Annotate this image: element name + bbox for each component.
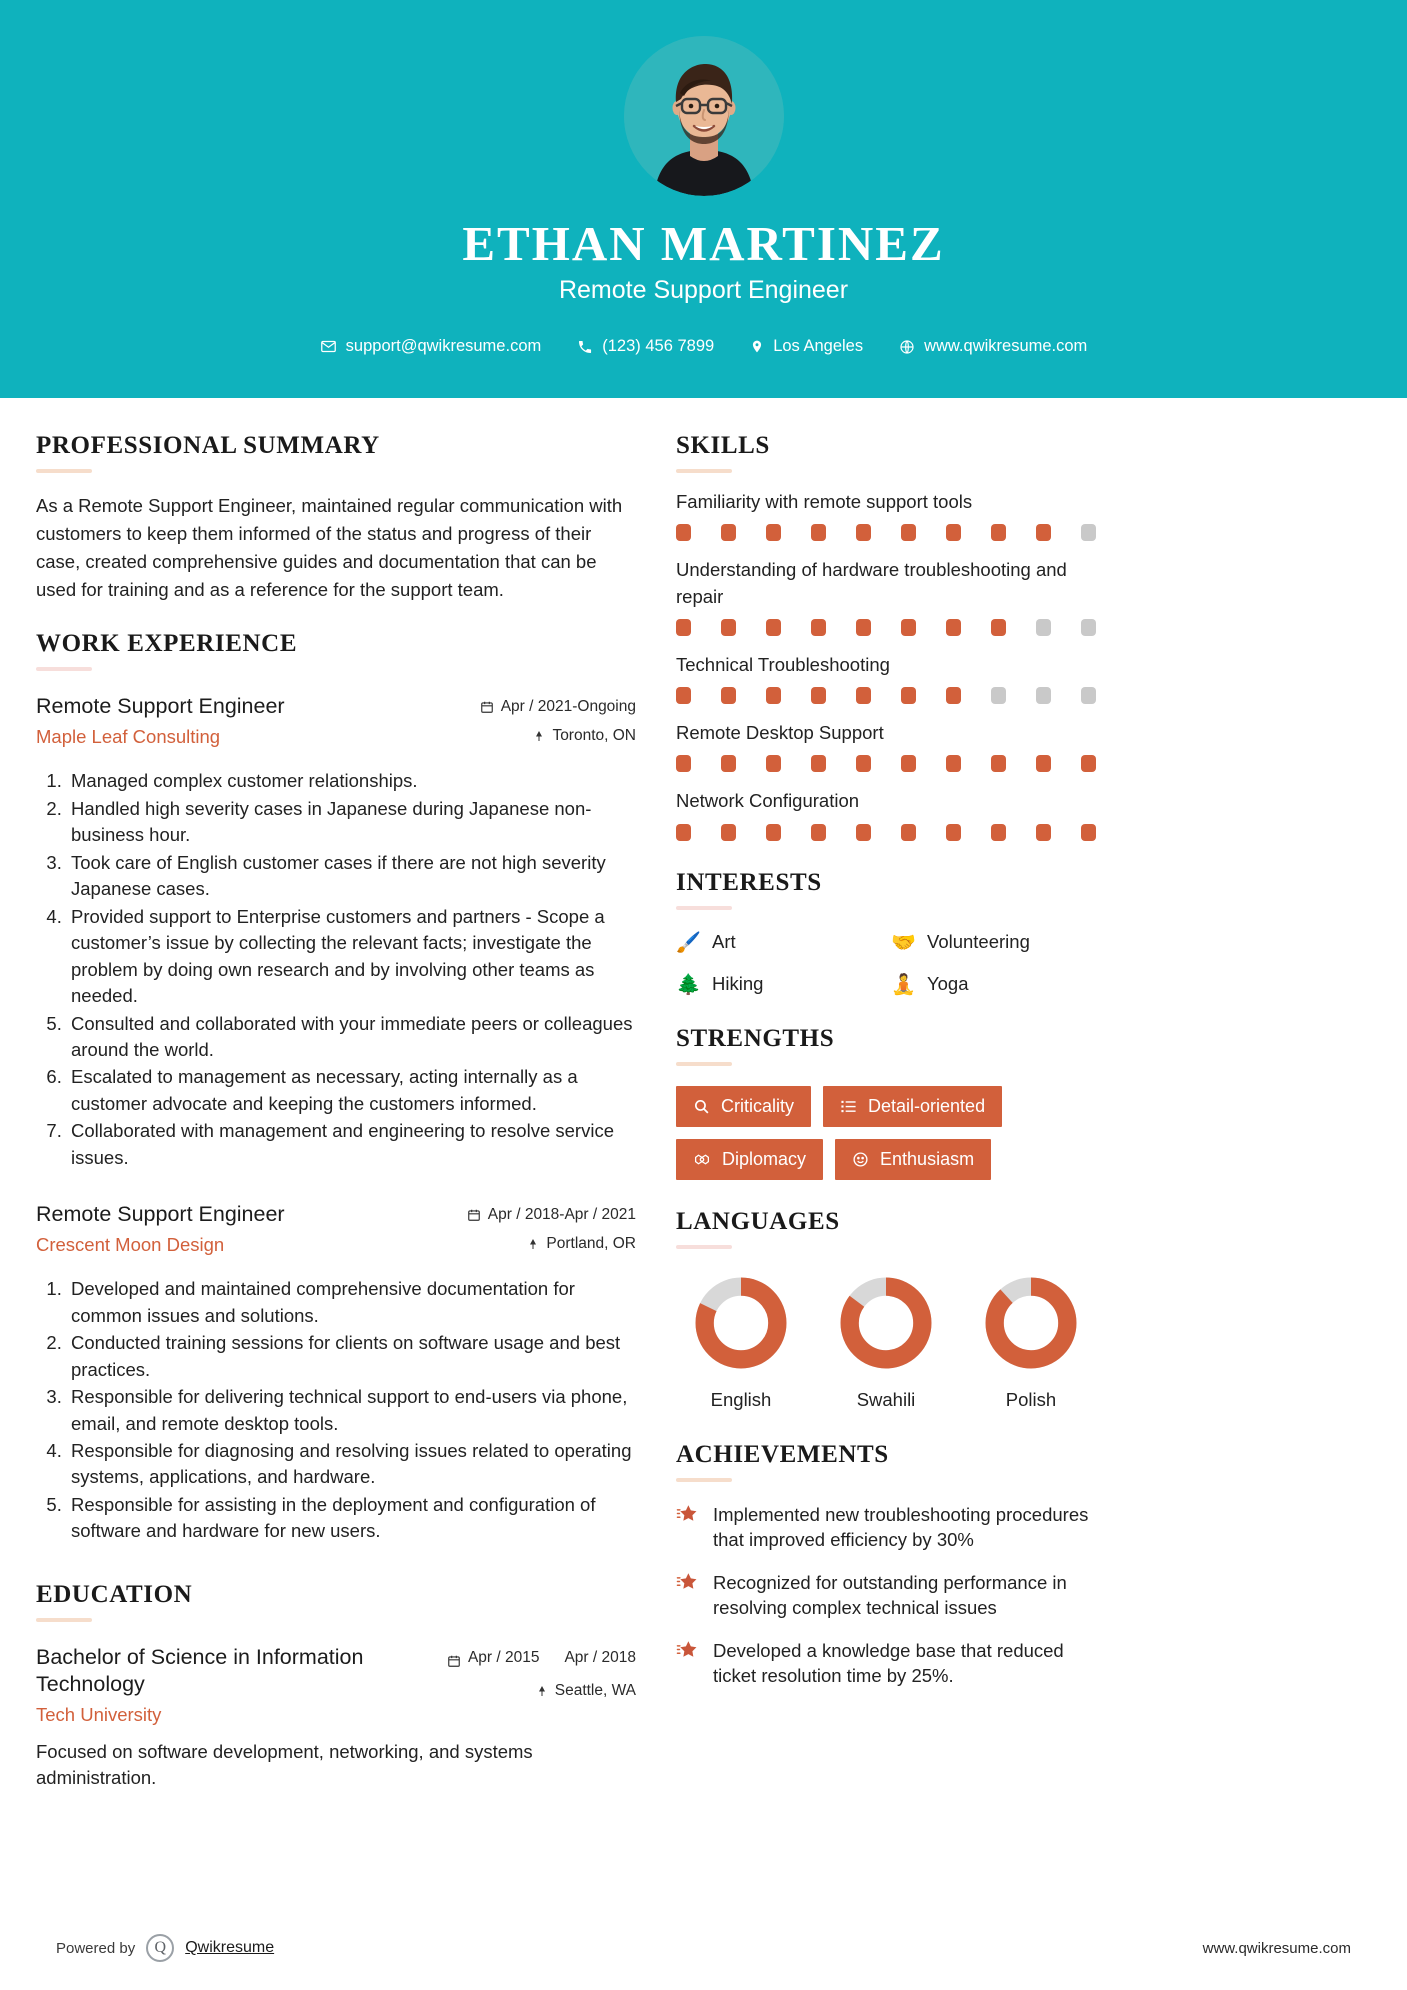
work-entry: [36, 1201, 636, 1545]
resume-header: [0, 0, 1407, 398]
skill-dot-filled: [901, 524, 916, 541]
skill-dot-filled: [946, 524, 961, 541]
contact-location[interactable]: [732, 337, 881, 356]
section-heading-interests: INTERESTS: [676, 868, 822, 896]
skill-dot-filled: [766, 524, 781, 541]
section-languages: [676, 1208, 1096, 1411]
achievement-item: [676, 1638, 1096, 1689]
envelope-icon: [320, 338, 337, 355]
section-achievements: [676, 1441, 1096, 1689]
skill-item: [676, 652, 1096, 704]
list-item: 5. Consulted and collaborated with your immediate peers or colleagues around the world.: [67, 1011, 636, 1064]
work-location-text: Portland, OR: [546, 1235, 636, 1253]
section-rule: [676, 1062, 732, 1066]
interest-label: Art: [712, 931, 736, 953]
skill-label: Technical Troubleshooting: [676, 653, 890, 675]
skill-item: [676, 788, 1096, 840]
footer-url[interactable]: www.qwikresume.com: [1202, 1939, 1351, 1957]
skill-dot-filled: [1036, 755, 1051, 772]
paintbrush-icon: 🖌️: [676, 931, 701, 954]
summary-text: As a Remote Support Engineer, maintained regular communication with customers to keep them informed of the status and progress of their case, created comprehensive guides and documentation that can be used for training and as a reference for the support team.: [36, 495, 623, 601]
list-item: 2. Conducted training sessions for clients on software usage and best practices.: [67, 1330, 636, 1383]
skill-rating: [676, 755, 1096, 772]
star-icon: [676, 1639, 698, 1661]
yoga-icon: 🧘: [891, 973, 916, 996]
skill-dot-filled: [676, 755, 691, 772]
footer: [0, 1934, 1407, 1962]
work-dates: [436, 698, 636, 716]
skill-label: Familiarity with remote support tools: [676, 491, 973, 512]
pin-icon: [527, 1237, 539, 1251]
education-location-text: Seattle, WA: [554, 1681, 636, 1699]
strength-label: Criticality: [721, 1095, 795, 1116]
magnifier-icon: [693, 1098, 710, 1115]
work-meta: [436, 1201, 636, 1264]
skill-dot-filled: [676, 824, 691, 841]
section-rule: [676, 469, 732, 473]
skill-label: Understanding of hardware troubleshooting and repair: [676, 559, 1067, 607]
skill-dot-filled: [991, 824, 1006, 841]
skill-item: [676, 557, 1096, 636]
skill-dot-filled: [991, 524, 1006, 541]
achievements-list: [676, 1502, 1096, 1689]
skill-dot-filled: [856, 824, 871, 841]
section-rule: [676, 906, 732, 910]
education-degree: Bachelor of Science in Information Technology: [36, 1644, 364, 1696]
work-role: Remote Support Engineer: [36, 1202, 285, 1227]
skill-rating: [676, 687, 1096, 704]
contact-row: [302, 337, 1106, 356]
skill-dot-filled: [811, 755, 826, 772]
section-rule: [676, 1478, 732, 1482]
calendar-icon: [447, 1654, 461, 1668]
skill-dot-filled: [811, 619, 826, 636]
skill-dot-filled: [676, 687, 691, 704]
contact-email-text: support@qwikresume.com: [345, 337, 542, 356]
avatar: [624, 36, 784, 196]
work-dates: [436, 1206, 636, 1224]
skill-dot-filled: [721, 687, 736, 704]
section-professional-summary: [36, 432, 636, 604]
skill-dot-filled: [901, 687, 916, 704]
work-bullets: [36, 768, 636, 1171]
skill-dot-filled: [901, 619, 916, 636]
list-item: 1. Developed and maintained comprehensive documentation for common issues and solutions.: [67, 1276, 636, 1329]
strength-badge-enthusiasm[interactable]: [835, 1139, 991, 1180]
achievement-item: [676, 1570, 1096, 1621]
language-item: [966, 1275, 1096, 1411]
qwikresume-brand-link[interactable]: Qwikresume: [185, 1939, 275, 1956]
right-column: [676, 432, 1096, 1800]
work-organization: Maple Leaf Consulting: [36, 726, 221, 748]
education-location: [436, 1682, 636, 1700]
achievement-text: Implemented new troubleshooting procedures that improved efficiency by 30%: [713, 1503, 1089, 1551]
skill-dot-filled: [856, 524, 871, 541]
section-heading-achievements: ACHIEVEMENTS: [676, 1440, 889, 1468]
page-title: ETHAN MARTINEZ: [462, 216, 945, 271]
language-item: [676, 1275, 806, 1411]
section-heading-work: WORK EXPERIENCE: [36, 630, 298, 658]
skill-dot-filled: [1081, 755, 1096, 772]
skill-dot-filled: [721, 524, 736, 541]
interest-label: Hiking: [712, 973, 764, 995]
work-dates-text: Apr / 2021-Ongoing: [500, 698, 636, 716]
interest-item: [676, 930, 881, 955]
language-donut: [983, 1275, 1079, 1371]
skill-dot-filled: [991, 755, 1006, 772]
education-meta: [436, 1644, 636, 1711]
skill-dot-filled: [901, 755, 916, 772]
list-item: 3. Responsible for delivering technical support to end-users via phone, email, and remote desktop tools.: [67, 1384, 636, 1437]
skill-dot-filled: [991, 619, 1006, 636]
skill-dot-filled: [946, 755, 961, 772]
skill-rating: [676, 824, 1096, 841]
interest-item: [891, 930, 1096, 955]
skill-label: Remote Desktop Support: [676, 722, 884, 744]
education-school: Tech University: [36, 1703, 162, 1725]
list-item: 6. Escalated to management as necessary, acting internally as a customer advocate and keeping the customers informed.: [67, 1064, 636, 1117]
language-label: Polish: [1005, 1388, 1057, 1410]
skill-dot-filled: [721, 824, 736, 841]
evergreen-tree-icon: 🌲: [676, 973, 701, 996]
smiley-icon: [852, 1151, 869, 1168]
list-item: 4. Provided support to Enterprise customers and partners - Scope a customer’s issue by collecting the relevant facts; investigate the problem by doing own research and by involving other teams as needed.: [67, 904, 636, 1010]
strengths-list: [676, 1086, 1096, 1180]
powered-by: [56, 1934, 274, 1962]
work-role: Remote Support Engineer: [36, 694, 285, 719]
work-location: [436, 1235, 636, 1253]
contact-website-text: www.qwikresume.com: [924, 337, 1088, 356]
interest-label: Volunteering: [927, 931, 1030, 953]
interest-label: Yoga: [927, 973, 969, 995]
section-rule: [36, 667, 92, 671]
section-rule: [36, 469, 92, 473]
section-heading-education: EDUCATION: [36, 1580, 193, 1608]
skill-dot-filled: [721, 755, 736, 772]
language-donut: [693, 1275, 789, 1371]
pin-icon: [533, 729, 545, 743]
pin-icon: [536, 1684, 548, 1698]
education-dates: [436, 1649, 636, 1668]
skill-item: [676, 489, 1096, 541]
skill-dot-filled: [721, 619, 736, 636]
skill-label: Network Configuration: [676, 790, 860, 812]
resume-body: [0, 398, 1407, 1800]
section-strengths: [676, 1025, 1096, 1180]
work-location: [436, 727, 636, 745]
skill-dot-filled: [946, 824, 961, 841]
skill-dot-filled: [856, 619, 871, 636]
skill-dot-filled: [811, 524, 826, 541]
skill-dot-empty: [1081, 524, 1096, 541]
work-organization: Crescent Moon Design: [36, 1234, 225, 1256]
list-item: 3. Took care of English customer cases if there are not high severity Japanese cases.: [67, 850, 636, 903]
list-item: 5. Responsible for assisting in the deployment and configuration of software and hardware for new users.: [67, 1492, 636, 1545]
calendar-icon: [467, 1208, 481, 1222]
avatar-photo-icon: [624, 36, 784, 196]
education-note: Focused on software development, networking, and systems administration.: [36, 1740, 533, 1789]
language-label: English: [710, 1388, 772, 1410]
strength-badge-detail-oriented[interactable]: [823, 1086, 1002, 1127]
skill-dot-empty: [1081, 619, 1096, 636]
list-icon: [840, 1098, 857, 1115]
header-job-title: Remote Support Engineer: [558, 276, 849, 305]
achievement-text: Developed a knowledge base that reduced ticket resolution time by 25%.: [713, 1639, 1064, 1687]
skill-dot-filled: [676, 619, 691, 636]
section-heading-skills: SKILLS: [676, 432, 770, 459]
list-item: 4. Responsible for diagnosing and resolving issues related to operating systems, applications, and hardware.: [67, 1438, 636, 1491]
achievement-item: [676, 1502, 1096, 1553]
powered-by-label: Powered by: [56, 1939, 136, 1957]
calendar-icon: [480, 700, 494, 714]
skill-dot-filled: [811, 824, 826, 841]
skill-dot-filled: [1036, 824, 1051, 841]
contact-website[interactable]: [881, 337, 1105, 356]
section-rule: [36, 1618, 92, 1622]
section-interests: [676, 869, 1096, 997]
handshake-icon: 🤝: [891, 931, 916, 954]
language-item: [821, 1275, 951, 1411]
work-bullets: [36, 1276, 636, 1545]
interests-grid: [676, 930, 1096, 997]
contact-email[interactable]: [302, 337, 560, 356]
star-icon: [676, 1570, 700, 1621]
skill-dot-filled: [1036, 524, 1051, 541]
handshake-icon: [693, 1151, 711, 1168]
skill-dot-filled: [676, 524, 691, 541]
skill-dot-filled: [811, 687, 826, 704]
star-icon: [676, 1638, 700, 1689]
strength-label: Diplomacy: [722, 1148, 807, 1169]
education-date-start: Apr / 2015: [467, 1648, 540, 1666]
list-item: 2. Handled high severity cases in Japanese during Japanese non-business hour.: [67, 796, 636, 849]
skill-dot-filled: [901, 824, 916, 841]
strength-badge-diplomacy[interactable]: [676, 1139, 823, 1180]
contact-location-text: Los Angeles: [773, 337, 864, 356]
interest-item: [891, 972, 1096, 997]
skill-dot-filled: [766, 824, 781, 841]
list-item: 7. Collaborated with management and engineering to resolve service issues.: [67, 1118, 636, 1171]
star-icon: [676, 1502, 700, 1553]
skill-dot-filled: [766, 619, 781, 636]
work-location-text: Toronto, ON: [552, 727, 636, 745]
list-item: 1. Managed complex customer relationships.: [67, 768, 636, 794]
contact-phone[interactable]: [559, 337, 732, 356]
skill-dot-filled: [946, 687, 961, 704]
skill-dot-filled: [766, 687, 781, 704]
education-date-end: Apr / 2018: [564, 1648, 636, 1666]
skill-rating: [676, 619, 1096, 636]
interest-item: [676, 972, 881, 997]
skill-dot-empty: [1036, 619, 1051, 636]
skill-dot-filled: [1081, 824, 1096, 841]
languages-list: [676, 1275, 1096, 1411]
language-label: Swahili: [856, 1388, 916, 1410]
skill-dot-empty: [991, 687, 1006, 704]
section-heading-languages: LANGUAGES: [676, 1207, 840, 1235]
star-icon: [676, 1571, 698, 1593]
section-heading-summary: PROFESSIONAL SUMMARY: [36, 432, 380, 459]
skill-item: [676, 720, 1096, 772]
star-icon: [676, 1503, 698, 1525]
section-education: [36, 1581, 636, 1792]
achievement-text: Recognized for outstanding performance in resolving complex technical issues: [713, 1571, 1067, 1619]
contact-phone-text: (123) 456 7899: [602, 337, 715, 356]
strength-label: Detail-oriented: [868, 1095, 986, 1116]
language-donut: [838, 1275, 934, 1371]
globe-icon: [899, 339, 915, 355]
skill-dot-filled: [856, 687, 871, 704]
phone-icon: [577, 339, 593, 355]
skill-dot-empty: [1081, 687, 1096, 704]
skill-rating: [676, 524, 1096, 541]
skill-dot-filled: [856, 755, 871, 772]
left-column: [36, 432, 636, 1800]
work-meta: [436, 693, 636, 756]
section-heading-strengths: STRENGTHS: [676, 1024, 835, 1052]
qwikresume-logo-icon: Q: [146, 1934, 174, 1962]
section-skills: [676, 432, 1096, 841]
skill-dot-empty: [1036, 687, 1051, 704]
work-dates-text: Apr / 2018-Apr / 2021: [487, 1206, 636, 1224]
work-entry: [36, 693, 636, 1171]
section-rule: [676, 1245, 732, 1249]
skill-dot-filled: [766, 755, 781, 772]
strength-badge-criticality[interactable]: [676, 1086, 811, 1127]
strength-label: Enthusiasm: [880, 1148, 975, 1169]
skill-dot-filled: [946, 619, 961, 636]
section-work-experience: [36, 630, 636, 1544]
map-pin-icon: [750, 338, 764, 355]
education-entry: [36, 1644, 636, 1792]
